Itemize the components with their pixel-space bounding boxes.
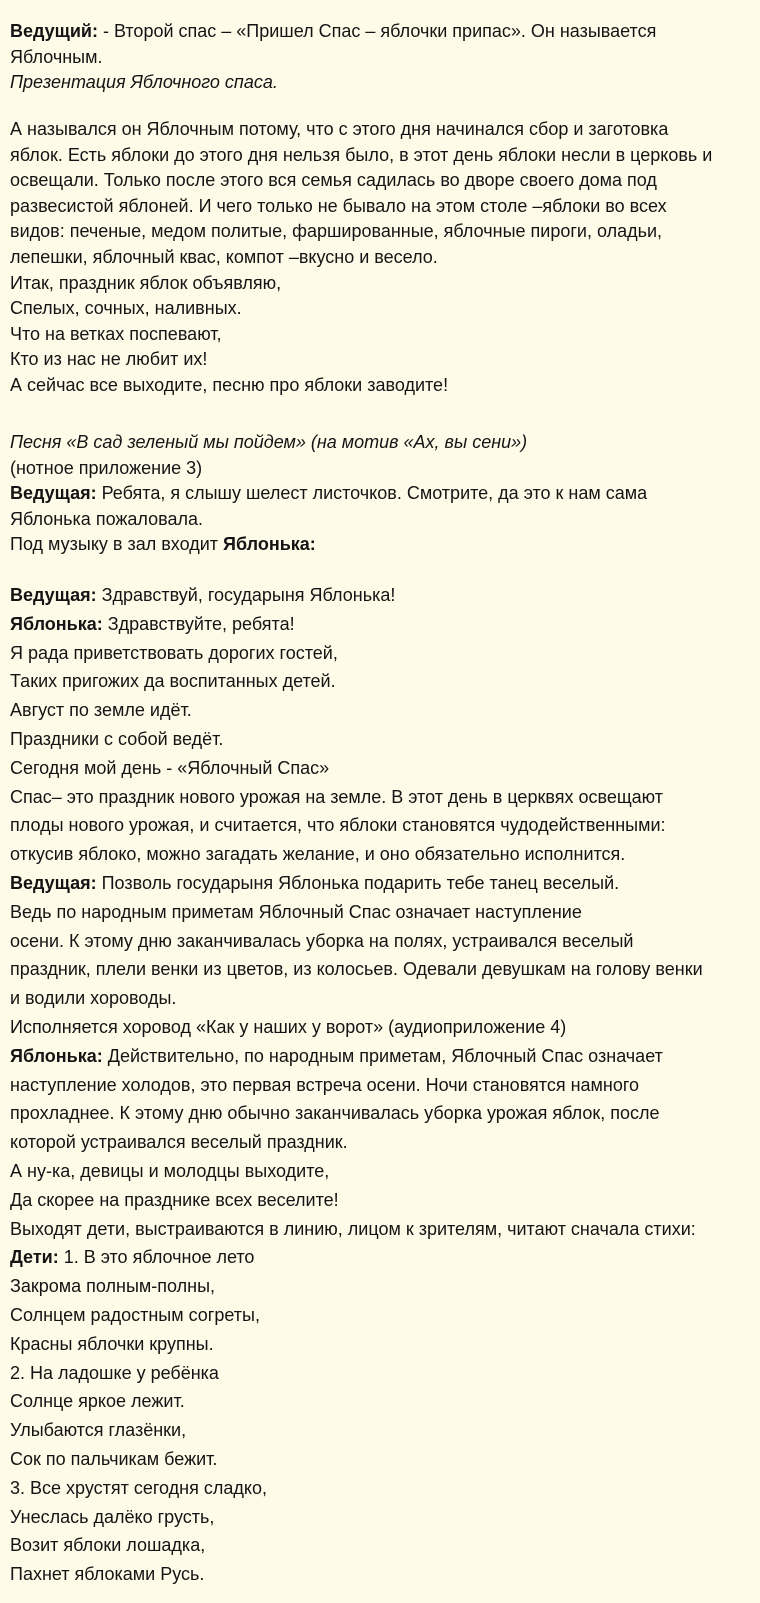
line-text: прохладнее. К этому дню обычно заканчивалась уборка урожая яблок, после: [10, 1103, 660, 1124]
text-line: [10, 1128, 755, 1157]
text-line: [10, 45, 755, 71]
line-text: наступление холодов, это первая встреча осени. Ночи становятся намного: [10, 1074, 640, 1095]
speaker-label: Яблонька:: [10, 1045, 103, 1066]
text-line: [10, 296, 755, 322]
text-line: [10, 898, 755, 927]
line-text: Я рада приветствовать дорогих гостей,: [10, 642, 338, 663]
line-text: Действительно, по народным приметам, Яблочный Спас означает: [102, 1045, 663, 1066]
text-line: [10, 1503, 755, 1532]
text-line: [10, 430, 755, 456]
line-text: освещали. Только после этого вся семья садилась во дворе своего дома под: [10, 170, 657, 191]
line-text: Исполняется хоровод «Как у наших у ворот» (аудиоприложение 4): [10, 1016, 567, 1037]
line-text: 2. На ладошке у ребёнка: [10, 1362, 219, 1383]
text-line: [10, 1157, 755, 1186]
text-line: [10, 1560, 755, 1589]
text-line: [10, 143, 755, 169]
line-text: Да скорее на празднике всех веселите!: [10, 1189, 339, 1210]
text-line: [10, 271, 755, 297]
text-line: [10, 168, 755, 194]
line-text: А назывался он Яблочным потому, что с этого дня начинался сбор и заготовка: [10, 119, 669, 139]
line-text: А ну-ка, девицы и молодцы выходите,: [10, 1160, 330, 1181]
text-line: [10, 1013, 755, 1042]
text-line: [10, 1099, 755, 1128]
text-line: [10, 667, 755, 696]
text-line: [10, 1272, 755, 1301]
line-text: 1. В это яблочное лето: [58, 1247, 255, 1268]
song-block: [10, 430, 755, 558]
text-line: [10, 1301, 755, 1330]
text-line: [10, 19, 755, 45]
text-line: [10, 456, 755, 482]
text-line: [10, 1330, 755, 1359]
line-text: праздник, плели венки из цветов, из колосьев. Одевали девушкам на голову венки: [10, 959, 703, 980]
line-text: яблок. Есть яблоки до этого дня нельзя было, в этот день яблоки несли в церковь и: [10, 144, 713, 165]
line-text: Что на ветках поспевают,: [10, 323, 222, 344]
speaker-label: Яблонька:: [10, 613, 103, 634]
line-text: Солнце яркое лежит.: [10, 1391, 185, 1412]
text-line: [10, 869, 755, 898]
story-block: [10, 117, 755, 399]
text-line: [10, 1215, 755, 1244]
line-text: Праздники с собой ведёт.: [10, 728, 224, 749]
text-line: [10, 194, 755, 220]
text-line: [10, 1071, 755, 1100]
line-text: Яблочным.: [10, 46, 103, 67]
speaker-label: Дети:: [10, 1247, 59, 1268]
italic-text: Презентация Яблочного спаса.: [10, 72, 278, 93]
line-text: Яблонька пожаловала.: [10, 508, 204, 529]
line-text: которой устраивался веселый праздник.: [10, 1132, 348, 1153]
line-text: Спелых, сочных, наливных.: [10, 298, 242, 319]
text-line: [10, 581, 755, 610]
line-text: Сок по пальчикам бежит.: [10, 1448, 218, 1469]
line-text: Ребята, я слышу шелест листочков. Смотрите, да это к нам сама: [96, 483, 648, 504]
italic-text: Песня «В сад зеленый мы пойдем» (на мотив «Ах, вы сени»): [10, 432, 528, 452]
line-text: Здравствуй, государыня Яблонька!: [96, 585, 396, 605]
text-line: [10, 219, 755, 245]
text-line: [10, 725, 755, 754]
line-text: плоды нового урожая, и считается, что яблоки становятся чудодейственными:: [10, 815, 666, 836]
text-line: [10, 610, 755, 639]
intro-block: [10, 19, 755, 96]
text-line: [10, 754, 755, 783]
line-text: Итак, праздник яблок объявляю,: [10, 272, 282, 293]
line-text: 3. Все хрустят сегодня сладко,: [10, 1477, 267, 1498]
line-text: (нотное приложение 3): [10, 457, 203, 478]
text-line: [10, 984, 755, 1013]
speaker-label: Ведущая:: [10, 872, 97, 893]
text-line: [10, 117, 755, 143]
line-text: развесистой яблоней. И чего только не бывало на этом столе –яблоки во всех: [10, 195, 667, 216]
text-line: [10, 1387, 755, 1416]
text-line: [10, 1186, 755, 1215]
line-text: Возит яблоки лошадка,: [10, 1535, 206, 1556]
line-text: Ведь по народным приметам Яблочный Спас означает наступление: [10, 901, 582, 922]
text-line: [10, 1359, 755, 1388]
text-line: [10, 245, 755, 271]
line-text: Таких пригожих да воспитанных детей.: [10, 671, 336, 692]
line-text: Август по земле идёт.: [10, 700, 192, 721]
line-text: Пахнет яблоками Русь.: [10, 1564, 205, 1585]
line-text: Выходят дети, выстраиваются в линию, лицом к зрителям, читают сначала стихи:: [10, 1218, 696, 1239]
text-line: [10, 481, 755, 507]
line-text: Красны яблочки крупны.: [10, 1333, 214, 1354]
speaker-label: Ведущая:: [10, 585, 97, 605]
text-line: [10, 373, 755, 399]
line-text: откусив яблоко, можно загадать желание, и оно обязательно исполнится.: [10, 844, 626, 865]
text-line: [10, 507, 755, 533]
line-text: Сегодня мой день - «Яблочный Спас»: [10, 757, 330, 778]
text-line: [10, 927, 755, 956]
text-line: [10, 322, 755, 348]
line-text: Под музыку в зал входит: [10, 534, 224, 555]
text-line: [10, 696, 755, 725]
text-line: [10, 1042, 755, 1071]
line-text: Кто из нас не любит их!: [10, 349, 208, 370]
line-text: Спас– это праздник нового урожая на земле. В этот день в церквях освещают: [10, 786, 663, 807]
dialogue-block: [10, 581, 755, 1589]
text-line: [10, 639, 755, 668]
line-text: Унеслась далёко грусть,: [10, 1506, 215, 1527]
text-line: [10, 1416, 755, 1445]
line-text: Солнцем радостным согреты,: [10, 1304, 260, 1325]
line-text: Здравствуйте, ребята!: [102, 613, 295, 634]
speaker-label: Ведущий:: [10, 21, 98, 41]
text-line: [10, 347, 755, 373]
line-text: и водили хороводы.: [10, 988, 177, 1009]
text-line: [10, 1474, 755, 1503]
text-line: [10, 1531, 755, 1560]
text-line: [10, 955, 755, 984]
line-text: - Второй спас – «Пришел Спас – яблочки припас». Он называется: [97, 21, 657, 41]
speaker-label: Ведущая:: [10, 483, 97, 504]
text-line: [10, 811, 755, 840]
text-line: [10, 1243, 755, 1272]
text-line: [10, 1445, 755, 1474]
text-line: [10, 840, 755, 869]
line-text: А сейчас все выходите, песню про яблоки заводите!: [10, 374, 449, 395]
text-line: [10, 783, 755, 812]
line-text: Улыбаются глазёнки,: [10, 1420, 187, 1441]
line-text: осени. К этому дню заканчивалась уборка на полях, устраивался веселый: [10, 930, 634, 951]
line-text: лепешки, яблочный квас, компот –вкусно и весело.: [10, 246, 438, 267]
text-line: [10, 532, 755, 558]
line-text: Позволь государыня Яблонька подарить тебе танец веселый.: [96, 872, 620, 893]
text-line: [10, 70, 755, 96]
speaker-label: Яблонька:: [223, 534, 316, 555]
line-text: Закрома полным-полны,: [10, 1276, 216, 1297]
line-text: видов: печеные, медом политые, фаршированные, яблочные пироги, оладьи,: [10, 221, 663, 242]
